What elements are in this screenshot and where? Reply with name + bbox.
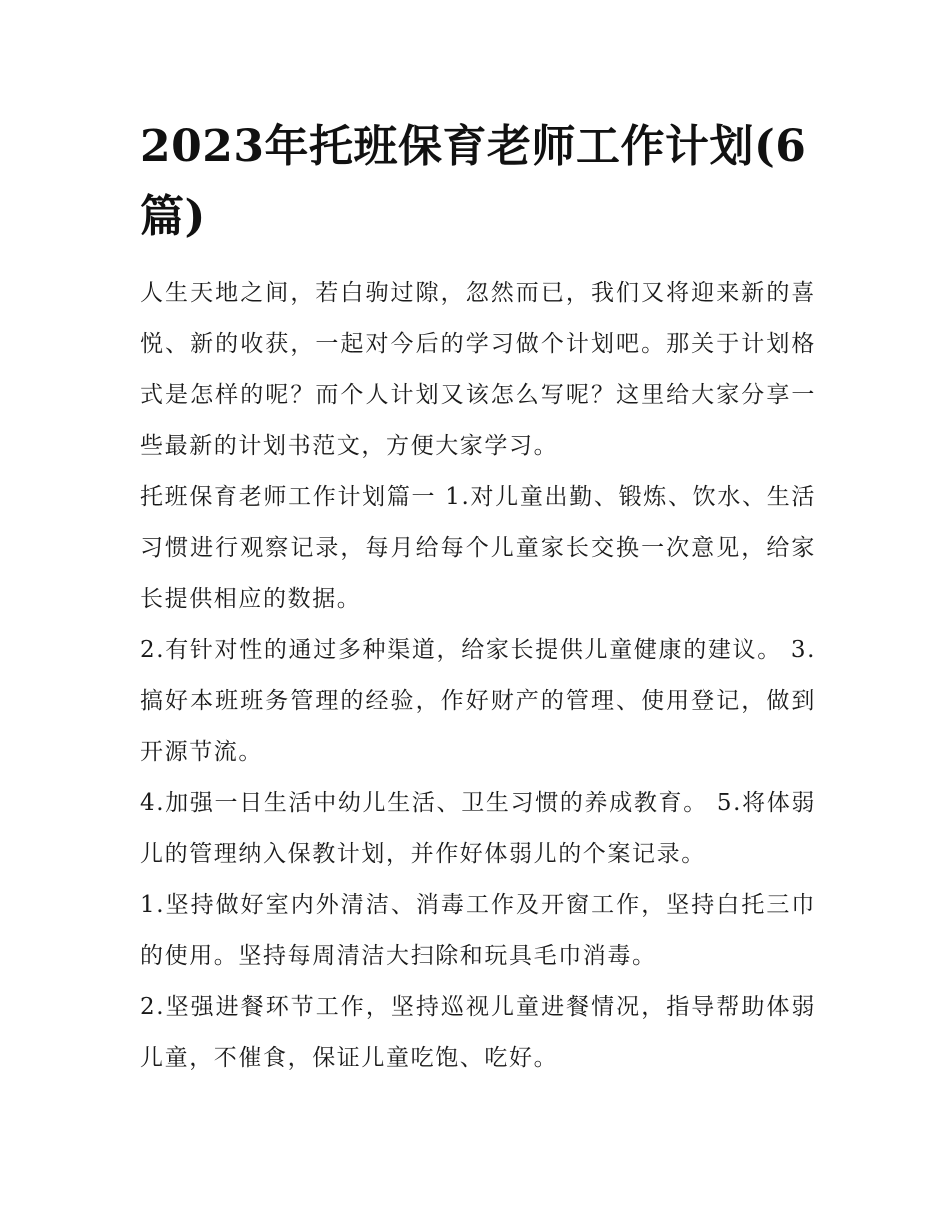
paragraph-plan-1: 托班保育老师工作计划篇一 1.对儿童出勤、锻炼、饮水、生活习惯进行观察记录，每月给每个儿童家长交换一次意见，给家长提供相应的数据。 bbox=[140, 484, 816, 612]
document-page bbox=[140, 112, 816, 1084]
paragraph-plan-3: 4.加强一日生活中幼儿生活、卫生习惯的养成教育。 5.将体弱儿的管理纳入保教计划，并作好体弱儿的个案记录。 bbox=[140, 790, 816, 867]
paragraph-plan-5: 2.坚强进餐环节工作，坚持巡视儿童进餐情况，指导帮助体弱儿童，不催食，保证儿童吃饱、吃好。 bbox=[140, 994, 816, 1071]
document-title: 2023年托班保育老师工作计划(6篇) bbox=[140, 121, 807, 242]
paragraph-intro: 人生天地之间，若白驹过隙，忽然而已，我们又将迎来新的喜悦、新的收获，一起对今后的学习做个计划吧。那关于计划格式是怎样的呢？而个人计划又该怎么写呢？这里给大家分享一些最新的计划书范文，方便大家学习。 bbox=[140, 280, 816, 459]
paragraph-plan-4: 1.坚持做好室内外清洁、消毒工作及开窗工作，坚持白托三巾的使用。坚持每周清洁大扫除和玩具毛巾消毒。 bbox=[140, 892, 816, 969]
paragraph-plan-2: 2.有针对性的通过多种渠道，给家长提供儿童健康的建议。 3.搞好本班班务管理的经验，作好财产的管理、使用登记，做到开源节流。 bbox=[140, 637, 816, 765]
